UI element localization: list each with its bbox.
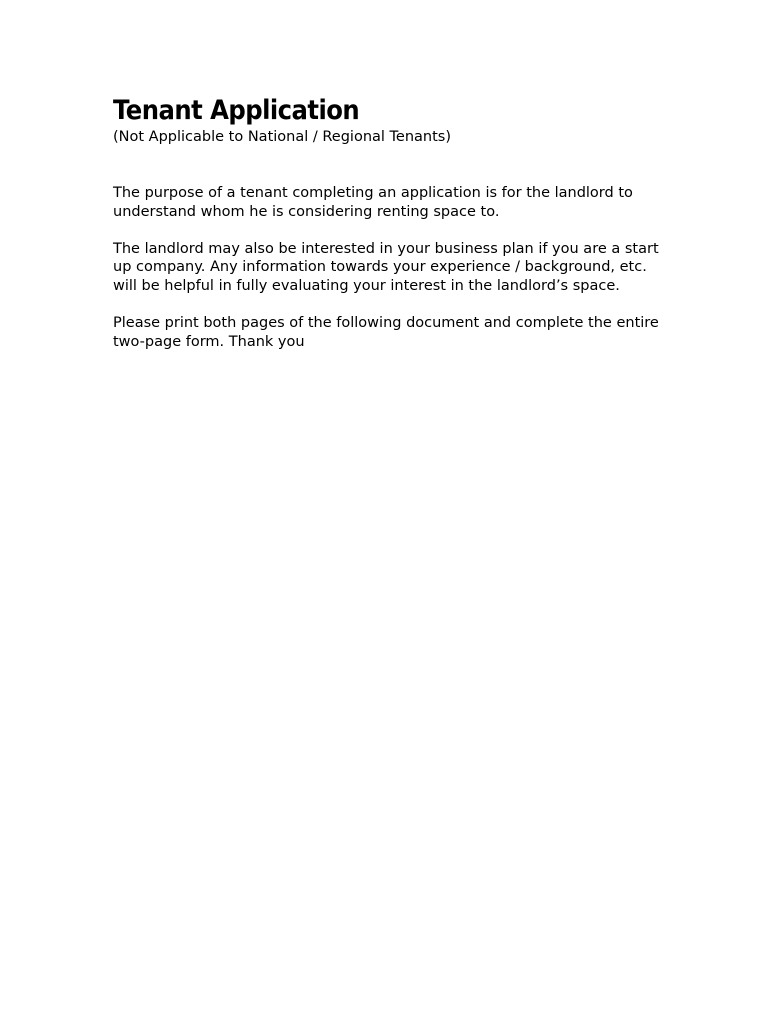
print-instructions-paragraph: Please print both pages of the following document and complete the entire two-page form. Thank you: [113, 314, 659, 350]
page-subtitle: (Not Applicable to National / Regional Tenants): [113, 129, 452, 145]
page-title: Tenant Application: [113, 95, 360, 126]
business-plan-paragraph: The landlord may also be interested in your business plan if you are a start up company. Any information towards your experience / background, etc. will be helpful in fully evaluating your interest in the landlord’s space.: [113, 240, 659, 295]
document-content: [113, 94, 673, 352]
purpose-paragraph: The purpose of a tenant completing an application is for the landlord to understand whom he is considering renting space to.: [113, 185, 633, 220]
